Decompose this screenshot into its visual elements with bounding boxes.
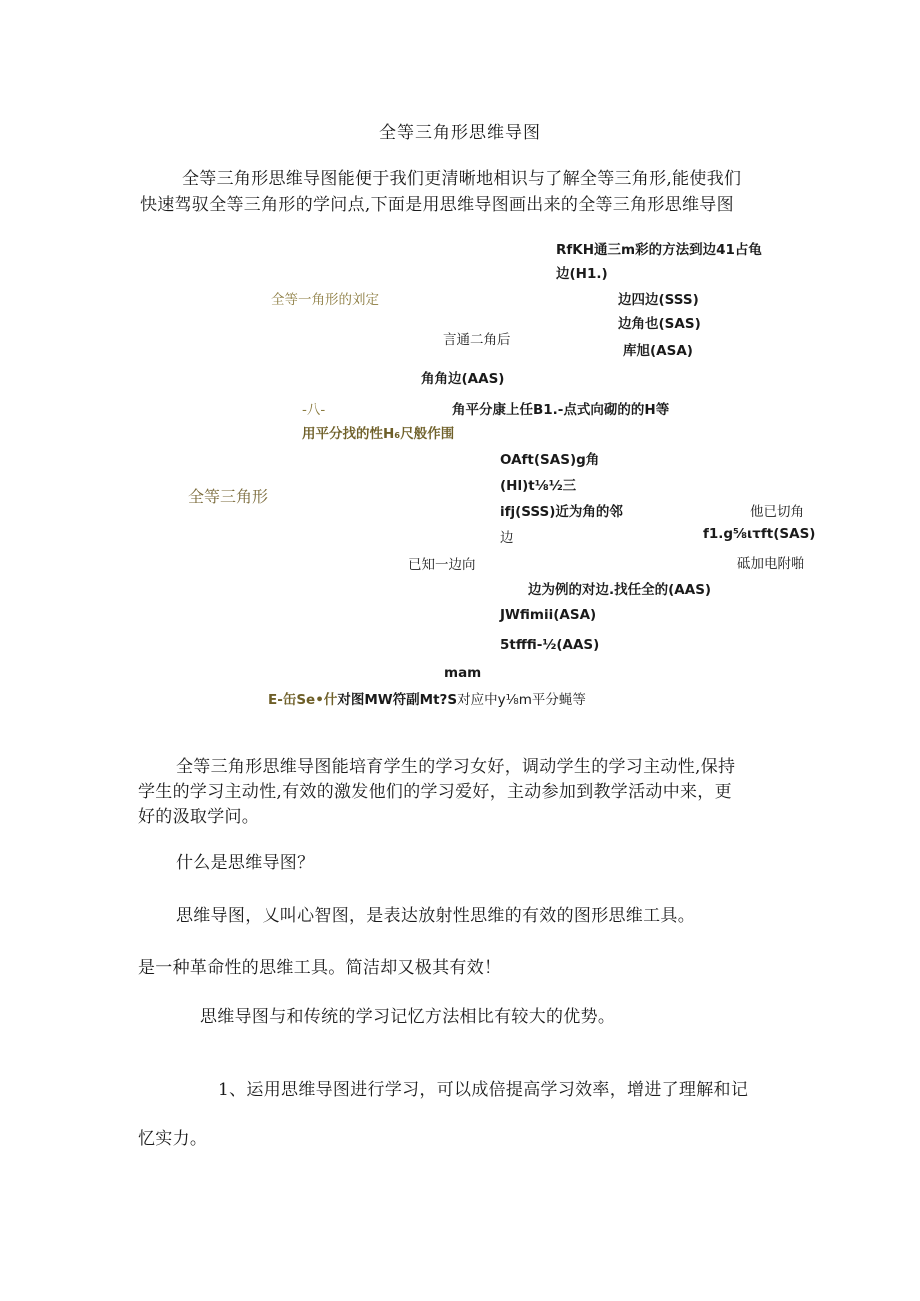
- mindmap-bottom-prefix: E-缶Se•什: [268, 692, 338, 708]
- mindmap-right-3: 砥加电附啪: [737, 556, 805, 572]
- mindmap-jw: JWfimii(ASA): [500, 607, 597, 623]
- mindmap-oaft: OAft(SAS)g角: [500, 452, 600, 468]
- mindmap-root: 全等三角形: [188, 487, 269, 506]
- mindmap-asa: 库旭(ASA): [623, 343, 693, 359]
- mindmap-hl: (Hl)t⅛½三: [500, 478, 577, 494]
- mindmap-right-2: f1.g⅝ιτft(SAS): [703, 526, 816, 542]
- mindmap-two-angles: 言通二角后: [443, 332, 511, 348]
- mindmap-opposite: 边为例的对边.找任全的(AAS): [528, 582, 712, 598]
- mindmap-definition-label: 全等一角形的刘定: [271, 292, 379, 308]
- page-title: 全等三角形思维导图: [379, 123, 541, 143]
- mindmap-tfffi: 5tfffi-½(AAS): [500, 637, 600, 653]
- mindmap-bottom-mid: 对图MW符副Mt?S: [337, 692, 458, 708]
- mindmap-mam: mam: [444, 665, 482, 681]
- intro-line-1: 全等三角形思维导图能便于我们更清晰地相识与了解全等三角形,能使我们: [182, 169, 742, 189]
- point-1-line-1: 1、运用思维导图进行学习，可以成倍提高学习效率，增进了理解和记: [218, 1080, 749, 1100]
- mindmap-sas: 边角也(SAS): [618, 316, 701, 332]
- mindmap-right-1: 他已切角: [750, 504, 804, 520]
- mindmap-edge: 边: [500, 530, 514, 546]
- mindmap-bottom-row: [268, 688, 586, 708]
- para2-line-1: 全等三角形思维导图能培育学生的学习女好，调动学生的学习主动性,保持: [176, 757, 736, 777]
- para2-line-3: 好的汲取学问。: [138, 807, 260, 827]
- mindmap-branch-method-2: 边(H1.): [556, 266, 608, 282]
- advantage-statement: 思维导图与和传统的学习记忆方法相比有较大的优势。: [200, 1007, 616, 1027]
- mindmap-bisector-property: 角平分康上任B1.-点式向砌的的H等: [452, 402, 670, 418]
- mindmap-ifj: ifj(SSS)近为角的邻: [500, 504, 623, 520]
- intro-line-2: 快速驾驭全等三角形的学问点,下面是用思维导图画出来的全等三角形思维导图: [140, 195, 734, 215]
- revolution-statement: 是一种革命性的思维工具。简洁却又极其有效！: [138, 958, 502, 978]
- mindmap-aas: 角角边(AAS): [421, 371, 505, 387]
- point-1-line-2: 忆实力。: [138, 1129, 208, 1149]
- mindmap-definition: 思维导图，乂叫心智图，是表达放射性思维的有效的图形思维工具。: [176, 906, 695, 926]
- mindmap-sss: 边四边(SSS): [618, 292, 699, 308]
- question-what-is-mindmap: 什么是思维导图？: [176, 853, 315, 873]
- mindmap-known-side: 已知一边向: [408, 557, 476, 573]
- para2-line-2: 学生的学习主动性,有效的激发他们的学习爱好，主动参加到教学活动中来，更: [138, 782, 732, 802]
- mindmap-eight-label: -八-: [302, 402, 326, 418]
- mindmap-branch-method-1: RfKH通三m彩的方法到边41占龟: [556, 242, 762, 258]
- mindmap-bisector-use: 用平分找的性H₆尺般作围: [302, 426, 455, 442]
- mindmap-bottom-suffix: 对应中y⅛m平分蝇等: [457, 692, 586, 708]
